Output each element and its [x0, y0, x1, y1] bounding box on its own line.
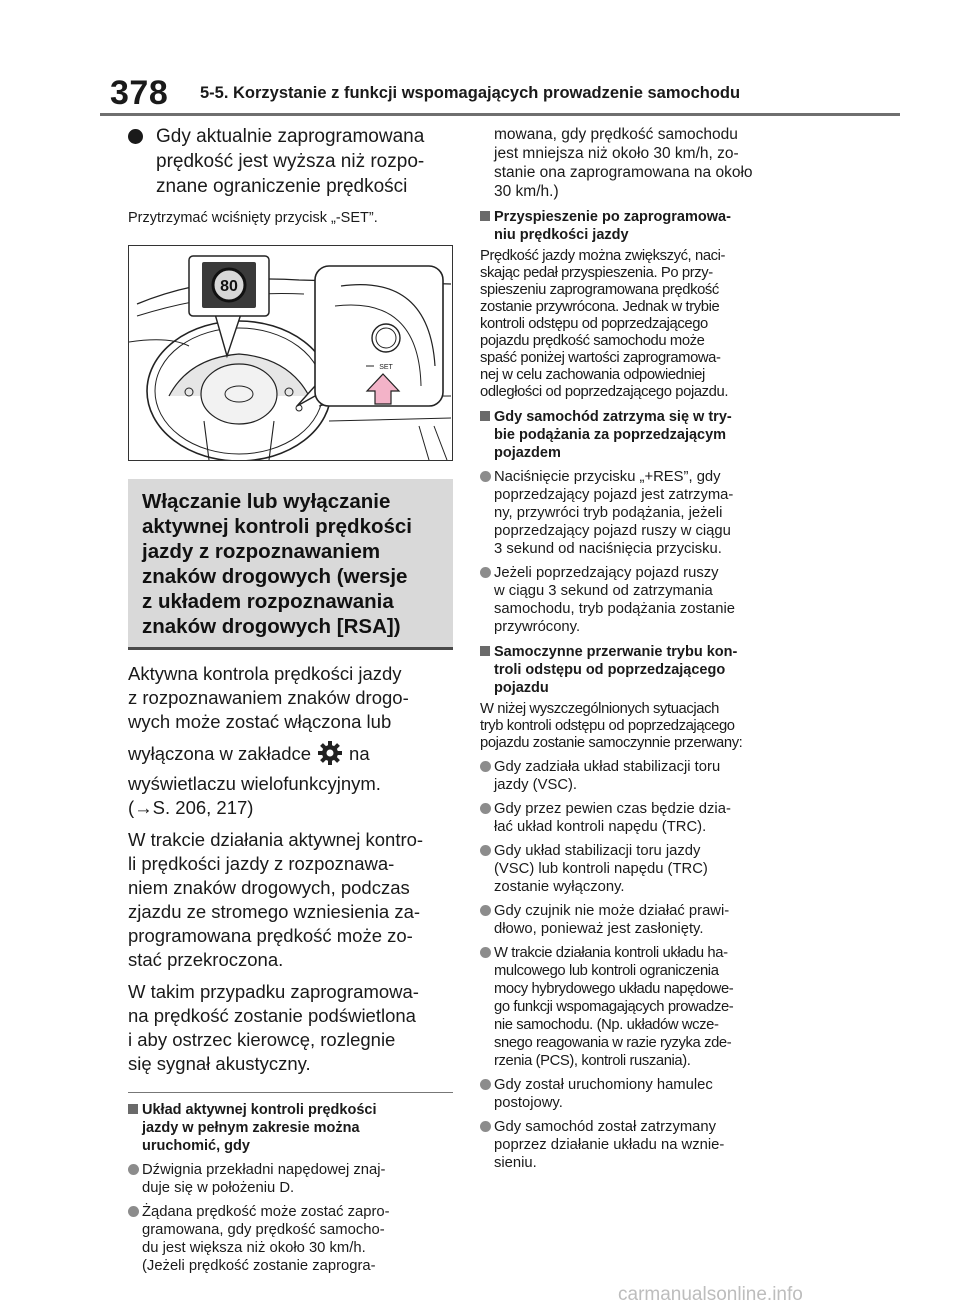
- square-bullet-icon: [480, 411, 490, 421]
- list-item: [480, 800, 810, 836]
- text-line: (VSC) lub kontroli napędu (TRC): [494, 861, 708, 877]
- bullet-dot-icon: [480, 761, 491, 772]
- text-line: przywrócony.: [494, 619, 581, 635]
- steering-wheel-illustration: [129, 246, 452, 460]
- text-line: tryb kontroli odstępu od poprzedzającego: [480, 718, 735, 734]
- activation-paragraph: [128, 662, 453, 820]
- text-line: stanie ona zaprogramowana na około: [494, 164, 753, 181]
- text-line: pojazdem: [494, 445, 561, 461]
- text-line: pojazdu: [494, 680, 549, 696]
- text-line: Gdy zadziała układ stabilizacji toru: [494, 759, 721, 775]
- text-line: prędkość jest wyższa niż rozpo-: [156, 151, 425, 172]
- text-fragment: na: [349, 743, 370, 764]
- text-line: zostanie wyłączony.: [494, 879, 625, 895]
- text-line: zostanie przywrócona. Jednak w trybie: [480, 299, 720, 315]
- text-line: Gdy samochód zatrzyma się w try-: [494, 409, 732, 425]
- text-line: łać układ kontroli napędu (TRC).: [494, 819, 707, 835]
- bullet-dot-icon: [128, 129, 143, 144]
- text-line: Samoczynne przerwanie trybu kon-: [494, 644, 738, 660]
- square-bullet-icon: [480, 211, 490, 221]
- text-line: mowana, gdy prędkość samochodu: [494, 126, 738, 143]
- text-line: Gdy samochód został zatrzymany: [494, 1119, 717, 1135]
- text-line: mocy hybrydowego układu napędowe-: [494, 981, 734, 997]
- text-line: na prędkość zostanie podświetlona: [128, 1005, 416, 1026]
- text-line: mulcowego lub kontroli ograniczenia: [494, 963, 719, 979]
- text-line: jest mniejsza niż około 30 km/h, zo-: [494, 145, 739, 162]
- text-line: nej w celu zachowania odpowiedniej: [480, 367, 705, 383]
- text-line: zjazdu ze stromego wzniesienia za-: [128, 901, 421, 922]
- heading-line: aktywnej kontroli prędkości: [142, 515, 412, 538]
- list-item: [480, 468, 810, 558]
- text-line: Aktywna kontrola prędkości jazdy: [128, 663, 402, 684]
- text-line: jazdy w pełnym zakresie można: [142, 1120, 360, 1136]
- set-button-label: SET: [379, 364, 393, 371]
- text-line: Gdy przez pewien czas będzie dzia-: [494, 801, 731, 817]
- text-line: wyświetlaczu wielofunkcyjnym.: [128, 773, 381, 794]
- heading-line: z układem rozpoznawania: [142, 590, 394, 613]
- text-line: Żądana prędkość może zostać zapro-: [142, 1204, 390, 1220]
- text-line: znane ograniczenie prędkości: [156, 176, 408, 197]
- text-line: nie samochodu. (Np. układów wcze-: [494, 1017, 719, 1033]
- bullet-dot-icon: [480, 803, 491, 814]
- text-line: niu prędkości jazdy: [494, 227, 629, 243]
- text-line: poprzedzający pojazd jest zatrzyma-: [494, 487, 734, 503]
- text-line: skając pedał przyspieszenia. Po przy-: [480, 265, 713, 281]
- text-line: Dźwignia przekładni napędowej znaj-: [142, 1162, 386, 1178]
- list-item: [128, 1161, 453, 1197]
- text-line: W trakcie działania aktywnej kontro-: [128, 829, 424, 850]
- bullet-dot-icon: [480, 947, 491, 958]
- settings-tab-line: [128, 740, 453, 768]
- bullet-dot-icon: [128, 1206, 139, 1217]
- speed-condition-bullet: [128, 124, 453, 199]
- subsection-heading: [480, 208, 810, 244]
- page-header: [0, 0, 960, 118]
- steering-wheel-figure: [128, 245, 453, 461]
- text-line: W takim przypadku zaprogramowa-: [128, 981, 419, 1002]
- bullet-dot-icon: [480, 1121, 491, 1132]
- text-line: postojowy.: [494, 1095, 563, 1111]
- text-line: z rozpoznawaniem znaków drogo-: [128, 687, 409, 708]
- text-line: W niżej wyszczególnionych sytuacjach: [480, 701, 719, 717]
- text-line: pojazdu prędkość samochodu może: [480, 333, 705, 349]
- text-line: du jest większa niż około 30 km/h.: [142, 1240, 366, 1256]
- list-item: [128, 1203, 453, 1275]
- heading-line: Włączanie lub wyłączanie: [142, 490, 391, 513]
- text-line: i aby ostrzec kierowcę, rozlegnie: [128, 1029, 396, 1050]
- text-line: W trakcie działania kontroli układu ha-: [494, 945, 728, 961]
- list-item: [480, 564, 810, 636]
- text-line: snego reagowania w razie ryzyka zde-: [494, 1035, 732, 1051]
- text-line: Gdy został uruchomiony hamulec: [494, 1077, 713, 1093]
- hold-set-instruction: Przytrzymać wciśnięty przycisk „-SET”.: [128, 210, 378, 226]
- subsection-heading: [480, 408, 810, 462]
- list-item: [480, 1118, 810, 1172]
- bullet-dot-icon: [480, 567, 491, 578]
- text-line: Przyspieszenie po zaprogramowa-: [494, 209, 731, 225]
- bullet-dot-icon: [480, 471, 491, 482]
- text-line: (Jeżeli prędkość zostanie zaprogra-: [142, 1258, 376, 1274]
- list-item: [480, 758, 810, 794]
- text-line: odległości od poprzedzającego pojazdu.: [480, 384, 729, 400]
- downhill-paragraph: [128, 828, 453, 972]
- list-item: [480, 842, 810, 896]
- acceleration-paragraph: [480, 248, 810, 401]
- speed-limit-value: 80: [220, 278, 238, 295]
- text-line: Gdy aktualnie zaprogramowana: [156, 126, 425, 147]
- text-line: 3 sekund od naciśnięcia przycisku.: [494, 541, 722, 557]
- heading-line: znaków drogowych (wersje: [142, 565, 408, 588]
- text-line: Jeżeli poprzedzający pojazd ruszy: [494, 565, 719, 581]
- text-line: pojazdu zostanie samoczynnie przerwany:: [480, 735, 743, 751]
- gear-icon: [317, 740, 343, 766]
- text-line: spaść poniżej wartości zaprogramowa-: [480, 350, 721, 366]
- text-line: Naciśnięcie przycisku „+RES”, gdy: [494, 469, 721, 485]
- text-line: się sygnał akustyczny.: [128, 1053, 311, 1074]
- bullet-dot-icon: [480, 905, 491, 916]
- bullet-dot-icon: [480, 1079, 491, 1090]
- subsection-heading: [128, 1101, 453, 1155]
- text-line: rzenia (PCS), kontroli ruszania).: [494, 1053, 691, 1069]
- text-line: poprzedzający pojazd ruszy w ciągu: [494, 523, 731, 539]
- text-line: uruchomić, gdy: [142, 1138, 250, 1154]
- continued-text: [480, 125, 810, 201]
- text-line: troli odstępu od poprzedzającego: [494, 662, 726, 678]
- subsection-heading: [480, 643, 810, 697]
- text-line: ny, przywróci tryb podążania, jeżeli: [494, 505, 723, 521]
- text-fragment: wyłączona w zakładce: [128, 743, 312, 764]
- bullet-dot-icon: [128, 1164, 139, 1175]
- text-line: Prędkość jazdy można zwiększyć, naci-: [480, 248, 726, 264]
- text-line: wych może zostać włączona lub: [128, 711, 392, 732]
- text-line: Układ aktywnej kontroli prędkości: [142, 1102, 377, 1118]
- text-line: dłowo, ponieważ jest zasłonięty.: [494, 921, 704, 937]
- section-heading-box: [128, 479, 453, 650]
- header-divider: [100, 113, 900, 116]
- list-item: [480, 902, 810, 938]
- text-line: sieniu.: [494, 1155, 537, 1171]
- text-line: w ciągu 3 sekund od zatrzymania: [494, 583, 713, 599]
- list-item: [480, 944, 810, 1070]
- text-line: li prędkości jazdy z rozpoznawa-: [128, 853, 395, 874]
- subsection-divider: [128, 1092, 453, 1093]
- text-line: Gdy czujnik nie może działać prawi-: [494, 903, 730, 919]
- text-line: kontroli odstępu od poprzedzającego: [480, 316, 708, 332]
- text-line: poprzez działanie układu na wznie-: [494, 1137, 725, 1153]
- warning-paragraph: [128, 980, 453, 1076]
- heading-line: jazdy z rozpoznawaniem: [142, 540, 381, 563]
- text-line: jazdy (VSC).: [494, 777, 578, 793]
- section-title: 5-5. Korzystanie z funkcji wspomagających prowadzenie samochodu: [200, 84, 741, 102]
- text-line: gramowana, gdy prędkość samocho-: [142, 1222, 385, 1238]
- heading-line: znaków drogowych [RSA]): [142, 615, 401, 638]
- page-reference: (→S. 206, 217): [128, 797, 254, 818]
- text-line: spieszeniu zaprogramowana prędkość: [480, 282, 719, 298]
- text-line: duje się w położeniu D.: [142, 1180, 295, 1196]
- interruption-intro: [480, 701, 810, 752]
- left-column: [128, 122, 453, 1275]
- text-line: Gdy układ stabilizacji toru jazdy: [494, 843, 701, 859]
- text-line: bie podążania za poprzedzającym: [494, 427, 727, 443]
- text-line: niem znaków drogowych, podczas: [128, 877, 410, 898]
- text-line: samochodu, tryb podążania zostanie: [494, 601, 736, 617]
- square-bullet-icon: [480, 646, 490, 656]
- list-item: [480, 1076, 810, 1112]
- bullet-dot-icon: [480, 845, 491, 856]
- watermark-text: carmanualsonline.info: [618, 1284, 803, 1305]
- page-number: 378: [110, 74, 169, 112]
- square-bullet-icon: [128, 1104, 138, 1114]
- text-line: programowana prędkość może zo-: [128, 925, 413, 946]
- text-line: go funkcji wspomagających prowadze-: [494, 999, 734, 1015]
- text-line: 30 km/h.): [494, 183, 559, 200]
- right-column: [480, 125, 810, 1172]
- text-line: stać przekroczona.: [128, 949, 284, 970]
